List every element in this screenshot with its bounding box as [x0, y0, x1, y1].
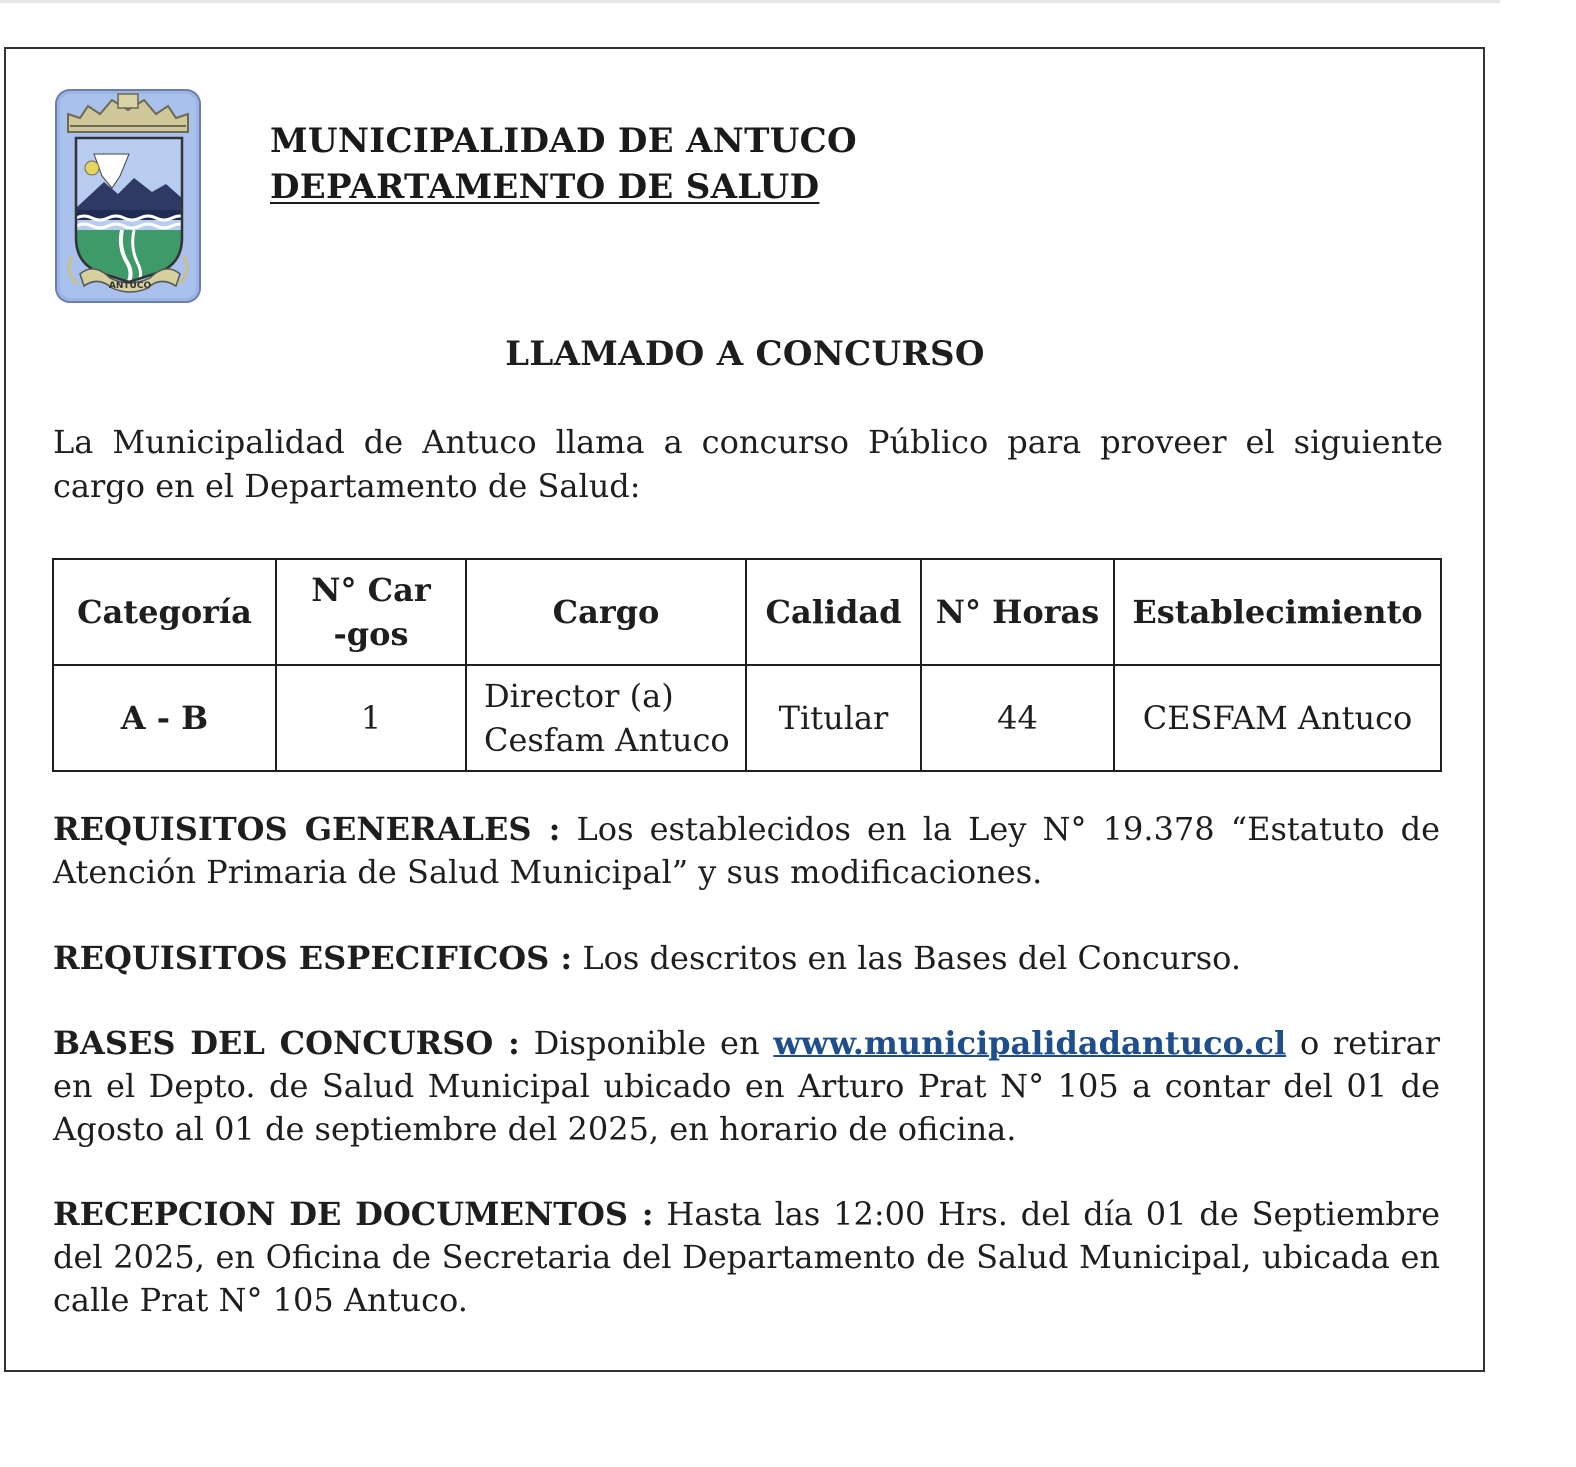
municipality-name: MUNICIPALIDAD DE ANTUCO — [270, 121, 857, 161]
requisitos-especificos-text: Los descritos en las Bases del Concurso. — [582, 939, 1242, 977]
cell-establecimiento: CESFAM Antuco — [1114, 665, 1441, 771]
bases-text-before: Disponible en — [533, 1024, 760, 1062]
intro-paragraph: La Municipalidad de Antuco llama a concurso Público para proveer el siguiente cargo en el Departamento de Salud: — [53, 423, 1443, 505]
recepcion-label: RECEPCION DE DOCUMENTOS : — [53, 1195, 654, 1233]
header-horas: N° Horas — [921, 559, 1114, 665]
header-categoria: Categoría — [53, 559, 276, 665]
municipality-website-link[interactable]: www.municipalidadantuco.cl — [773, 1024, 1287, 1062]
recepcion-text: Hasta las 12:00 Hrs. del día 01 de Septiembre del 2025, en Oficina de Secretaria del Departamento de Salud Municipal, ubicada en calle Prat N° 105 Antuco. — [53, 1195, 1441, 1319]
department-name: DEPARTAMENTO DE SALUD — [270, 167, 820, 207]
bases-text-after: o retirar en el Depto. de Salud Municipal ubicado en Arturo Prat N° 105 a contar del 01 de Agosto al 01 de septiembre del 2025, en horario de oficina. — [53, 1024, 1441, 1148]
recepcion-documentos — [53, 1193, 1440, 1322]
cell-horas: 44 — [921, 665, 1114, 771]
header-cargos — [276, 559, 466, 665]
cell-cargos: 1 — [276, 665, 466, 771]
bases-label: BASES DEL CONCURSO : — [53, 1024, 520, 1062]
cell-cargo: Director (a) Cesfam Antuco — [466, 665, 746, 771]
table-header-row — [53, 559, 1441, 665]
bases-del-concurso — [53, 1022, 1440, 1151]
job-table — [52, 558, 1442, 772]
coat-of-arms-icon — [54, 88, 202, 304]
requisitos-especificos-label: REQUISITOS ESPECIFICOS : — [53, 939, 573, 977]
crest-banner-text: ANTUCO — [108, 281, 152, 291]
header — [270, 118, 857, 210]
cell-calidad: Titular — [746, 665, 921, 771]
document-title: LLAMADO A CONCURSO — [505, 334, 985, 374]
requisitos-generales — [53, 808, 1440, 894]
requisitos-generales-text: Los establecidos en la Ley N° 19.378 “Estatuto de Atención Primaria de Salud Municipal” y sus modificaciones. — [53, 810, 1441, 891]
header-cargo: Cargo — [466, 559, 746, 665]
requisitos-especificos — [53, 937, 1440, 980]
header-calidad: Calidad — [746, 559, 921, 665]
requisitos-generales-label: REQUISITOS GENERALES : — [53, 810, 561, 848]
top-edge-line — [0, 0, 1500, 3]
header-cargos-text: N° Car-gos — [311, 571, 431, 653]
table-row — [53, 665, 1441, 771]
header-establecimiento: Establecimiento — [1114, 559, 1441, 665]
cell-categoria: A - B — [53, 665, 276, 771]
